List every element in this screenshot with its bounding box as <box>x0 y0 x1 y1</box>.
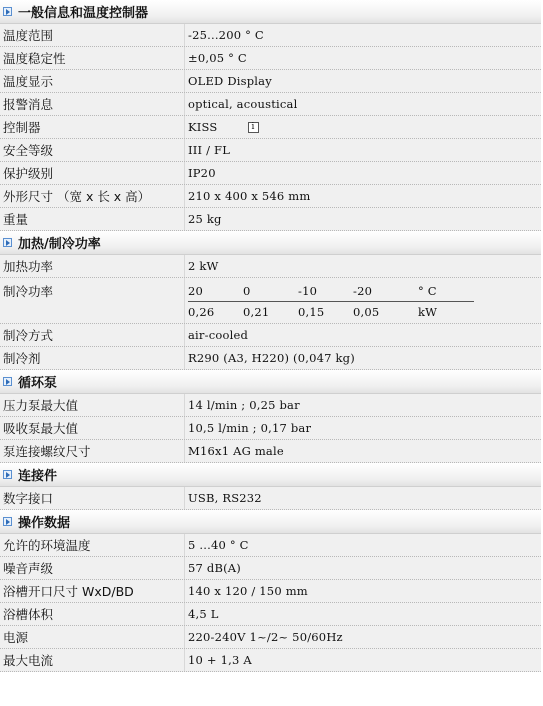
spec-row <box>0 440 541 463</box>
section-header-connections[interactable] <box>0 463 541 487</box>
spec-row <box>0 394 541 417</box>
spec-label: 温度范围 <box>0 24 185 46</box>
cooling-power-row <box>188 302 474 322</box>
spec-row <box>0 278 541 324</box>
spec-value: 4,5 L <box>188 607 219 621</box>
spec-value: air-cooled <box>188 328 249 342</box>
spec-value: 5 ...40 ° C <box>188 538 249 552</box>
spec-row <box>0 255 541 278</box>
cooling-power: 0,21 <box>243 305 270 319</box>
cooling-temp-row <box>188 281 474 302</box>
spec-value: IP20 <box>188 166 216 180</box>
section-header-pump[interactable] <box>0 370 541 394</box>
spec-row <box>0 116 541 139</box>
expand-arrow-icon[interactable] <box>3 470 12 479</box>
controller-value: KISS <box>188 120 218 134</box>
spec-label: 安全等级 <box>0 139 185 161</box>
spec-value <box>185 116 541 138</box>
cooling-temp: 0 <box>243 284 251 298</box>
section-header-heating-cooling[interactable] <box>0 231 541 255</box>
spec-row <box>0 649 541 672</box>
spec-label: 浴槽体积 <box>0 603 185 625</box>
spec-value: ±0,05 ° C <box>188 51 247 65</box>
spec-row <box>0 324 541 347</box>
spec-label: 制冷功率 <box>0 278 185 323</box>
spec-row <box>0 70 541 93</box>
spec-label: 噪音声级 <box>0 557 185 579</box>
spec-label: 泵连接螺纹尺寸 <box>0 440 185 462</box>
expand-arrow-icon[interactable] <box>3 377 12 386</box>
spec-value: 25 kg <box>188 212 222 226</box>
spec-value: 10 + 1,3 A <box>188 653 252 667</box>
spec-row <box>0 139 541 162</box>
spec-label: 制冷剂 <box>0 347 185 369</box>
section-title: 加热/制冷功率 <box>18 237 101 252</box>
section-title: 操作数据 <box>18 516 71 531</box>
section-header-general[interactable] <box>0 0 541 24</box>
spec-row <box>0 185 541 208</box>
spec-label: 允许的环境温度 <box>0 534 185 556</box>
spec-label: 重量 <box>0 208 185 230</box>
cooling-temp: 20 <box>188 284 204 298</box>
cooling-temp-unit: ° C <box>418 284 437 298</box>
spec-label: 数字接口 <box>0 487 185 509</box>
section-title: 连接件 <box>18 469 58 484</box>
spec-label: 保护级别 <box>0 162 185 184</box>
spec-value: III / FL <box>188 143 231 157</box>
spec-row <box>0 93 541 116</box>
spec-value: 210 x 400 x 546 mm <box>188 189 311 203</box>
spec-value: OLED Display <box>188 74 272 88</box>
spec-row <box>0 557 541 580</box>
cooling-power: 0,05 <box>353 305 380 319</box>
section-title: 循环泵 <box>18 376 58 391</box>
spec-label: 压力泵最大值 <box>0 394 185 416</box>
spec-row <box>0 47 541 70</box>
spec-label: 报警消息 <box>0 93 185 115</box>
spec-value: 57 dB(A) <box>188 561 241 575</box>
spec-value: -25...200 ° C <box>188 28 264 42</box>
spec-label: 温度显示 <box>0 70 185 92</box>
expand-arrow-icon[interactable] <box>3 238 12 247</box>
spec-row <box>0 487 541 510</box>
info-icon[interactable]: i <box>248 122 259 133</box>
cooling-temp: -20 <box>353 284 373 298</box>
cooling-power: 0,15 <box>298 305 325 319</box>
expand-arrow-icon[interactable] <box>3 7 12 16</box>
spec-label: 控制器 <box>0 116 185 138</box>
spec-row <box>0 24 541 47</box>
spec-row <box>0 580 541 603</box>
spec-label: 加热功率 <box>0 255 185 277</box>
spec-value: 220-240V 1~/2~ 50/60Hz <box>188 630 343 644</box>
cooling-table-cell <box>185 278 541 323</box>
section-header-operating-data[interactable] <box>0 510 541 534</box>
spec-value: 2 kW <box>188 259 219 273</box>
spec-row <box>0 417 541 440</box>
spec-value: USB, RS232 <box>188 491 262 505</box>
spec-row <box>0 603 541 626</box>
expand-arrow-icon[interactable] <box>3 517 12 526</box>
cooling-temp: -10 <box>298 284 318 298</box>
spec-row <box>0 347 541 370</box>
spec-value: R290 (A3, H220) (0,047 kg) <box>188 351 355 365</box>
spec-label: 制冷方式 <box>0 324 185 346</box>
spec-label: 外形尺寸 （宽 x 长 x 高） <box>0 185 185 207</box>
cooling-power-unit: kW <box>418 305 438 319</box>
spec-label: 温度稳定性 <box>0 47 185 69</box>
spec-value: 140 x 120 / 150 mm <box>188 584 308 598</box>
spec-value: optical, acoustical <box>188 97 298 111</box>
spec-row <box>0 208 541 231</box>
spec-label: 电源 <box>0 626 185 648</box>
spec-value: M16x1 AG male <box>188 444 284 458</box>
spec-row <box>0 534 541 557</box>
spec-value: 10,5 l/min ; 0,17 bar <box>188 421 312 435</box>
spec-label: 浴槽开口尺寸 WxD/BD <box>0 580 185 602</box>
section-title: 一般信息和温度控制器 <box>18 6 149 21</box>
spec-row <box>0 626 541 649</box>
spec-label: 吸收泵最大值 <box>0 417 185 439</box>
cooling-power: 0,26 <box>188 305 215 319</box>
spec-row <box>0 162 541 185</box>
cooling-table <box>188 279 474 322</box>
spec-value: 14 l/min ; 0,25 bar <box>188 398 300 412</box>
spec-label: 最大电流 <box>0 649 185 671</box>
